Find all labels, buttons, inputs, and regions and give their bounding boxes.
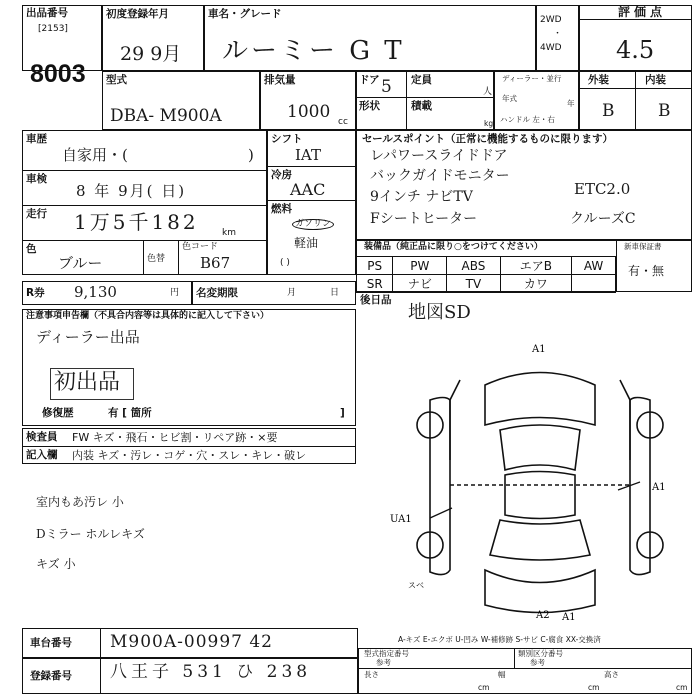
repair-close: ] — [340, 407, 345, 419]
right-side-profile — [630, 398, 650, 575]
width-unit: cm — [588, 683, 600, 692]
rent-month: 月 — [287, 288, 297, 298]
height-label: 高さ — [604, 670, 619, 679]
int-value: B — [658, 101, 671, 121]
rt1-sub: 参考 — [376, 658, 391, 667]
lot-label: 出品番号 — [26, 7, 68, 19]
recycle-unit: 円 — [170, 288, 180, 298]
stamp-text: 初出品 — [54, 370, 121, 395]
ext-value: B — [602, 101, 615, 121]
door-value: 5 — [381, 77, 392, 97]
aftermarket-value: 地図SD — [408, 302, 471, 323]
ext-label: 外装 — [588, 74, 609, 86]
sales-point-1: レパワースライドドア — [370, 148, 508, 164]
rear-window — [490, 520, 590, 560]
door-label: ドア — [359, 74, 380, 86]
mark-right: A1 — [652, 482, 666, 493]
mark-front: A1 — [532, 344, 546, 355]
roof — [505, 472, 575, 519]
record-row: 内装 キズ・汚レ・コゲ・穴・スレ・キレ・破レ — [72, 449, 307, 462]
sales-point-2: バックガイドモニター — [370, 168, 510, 184]
record-label: 記入欄 — [26, 449, 58, 461]
mark-left: UA1 — [390, 514, 412, 525]
equip-leather: カワ — [500, 275, 571, 293]
repair-value: 有 [ 箇所 — [108, 407, 152, 419]
sales-title: セールスポイント（正常に機能するものに限ります） — [362, 133, 614, 145]
equip-blank — [572, 275, 616, 293]
equip-pw: PW — [393, 257, 447, 275]
rent-day: 日 — [330, 288, 340, 298]
disp-unit: cc — [338, 117, 348, 127]
dealer-label: ディーラー・並行 — [502, 74, 562, 83]
fuel-diesel: 軽油 — [294, 236, 319, 250]
color-code-label: 色コード — [182, 242, 219, 252]
disp-value: 1000 — [287, 102, 331, 122]
use-close: ) — [248, 146, 254, 164]
mark-rear-left: スベ — [408, 581, 424, 590]
rt2-label: 類別区分番号 — [518, 649, 563, 658]
color-label: 色 — [26, 243, 37, 255]
chassis-label: 車台番号 — [30, 637, 72, 649]
mark-rear-a1: A1 — [562, 612, 576, 623]
shift-label: シフト — [271, 133, 303, 145]
chassis-value: M900A-00997 42 — [110, 632, 273, 652]
warranty-label: 新車保証書 — [624, 242, 662, 251]
equip-airbag: エアB — [500, 257, 571, 275]
reg-value: 29 9月 — [120, 43, 182, 65]
equip-navi: ナビ — [393, 275, 447, 293]
mark-rear-a2: A2 — [536, 610, 550, 621]
fuel-label: 燃料 — [271, 203, 292, 215]
length-unit: cm — [478, 683, 490, 692]
type-value: DBA- M900A — [110, 106, 222, 126]
model-label: 車名・グレード — [208, 8, 282, 20]
rent-label: 名変期限 — [196, 287, 238, 299]
reg-label: 初度登録年月 — [106, 8, 169, 20]
rear-bumper — [485, 570, 595, 613]
disp-label: 排気量 — [264, 74, 296, 86]
recycle-value: 9,130 — [74, 283, 117, 301]
load-unit: kg — [484, 119, 494, 128]
color-value: ブルー — [58, 254, 103, 272]
shift-value: IAT — [295, 146, 321, 164]
remark-3: キズ 小 — [36, 557, 76, 571]
aftermarket-label: 後日品 — [360, 294, 392, 306]
rt1-label: 型式指定番号 — [364, 649, 409, 658]
car-damage-diagram — [390, 340, 690, 630]
fuel-petrol: ガソリン — [292, 219, 334, 230]
equip-aw: AW — [572, 257, 616, 275]
sales-point-5: Fシートヒーター — [370, 211, 478, 227]
equip-tv: TV — [447, 275, 500, 293]
score-label: 評価点 — [618, 5, 667, 19]
roof-front-panel — [485, 373, 595, 426]
windshield — [500, 425, 580, 470]
width-label: 幅 — [498, 670, 506, 679]
equip-ps: PS — [357, 257, 393, 275]
equip-sr: SR — [357, 275, 393, 293]
equip-abs: ABS — [447, 257, 500, 275]
int-label: 内装 — [645, 74, 666, 86]
sales-point-4: ETC2.0 — [574, 180, 631, 198]
mileage-unit: km — [222, 228, 236, 238]
fuel-paren: ( ) — [280, 258, 290, 268]
lot-sub: [2153] — [38, 24, 68, 34]
inspection-label: 車検 — [26, 173, 47, 185]
inspector-label: 検査員 — [26, 431, 58, 443]
handle-label: ハンドル 左・右 — [500, 115, 555, 124]
load-label: 積載 — [411, 100, 432, 112]
inspector-row: FW キズ・飛石・ヒビ割・リペア跡・×要 — [72, 431, 278, 444]
remark-2: Dミラー ホルレキズ — [36, 527, 145, 541]
score-value: 4.5 — [616, 36, 655, 64]
repair-label: 修復歴 — [42, 407, 74, 419]
plate-value: 八王子 531 ひ 238 — [110, 662, 312, 682]
use-value: 自家用・( — [62, 146, 128, 164]
warranty-value: 有・無 — [628, 264, 665, 278]
model-value: ルーミー G T — [222, 36, 405, 66]
height-unit: cm — [676, 683, 688, 692]
mileage-value: 1万5千182 — [74, 210, 199, 234]
drive-dot: ・ — [553, 29, 563, 39]
left-side-profile — [430, 398, 450, 575]
plate-label: 登録番号 — [30, 670, 72, 682]
type-label: 型式 — [106, 74, 127, 86]
notes-title: 注意事項申告欄（不具合内容等は具体的に記入して下さい） — [26, 311, 270, 321]
color-change-label: 色替 — [147, 254, 166, 264]
sales-point-3: 9インチ ナビTV — [370, 189, 473, 205]
rt2-sub: 参考 — [530, 658, 545, 667]
color-code-value: B67 — [200, 254, 231, 272]
lot-number: 8003 — [30, 60, 86, 88]
use-label: 車歴 — [26, 133, 47, 145]
equipment-title: 装備品（純正品に限り○をつけてください） — [364, 242, 543, 252]
cap-label: 定員 — [411, 74, 432, 86]
recycle-label: R券 — [26, 287, 45, 299]
drive-2wd: 2WD — [540, 15, 562, 25]
mileage-label: 走行 — [26, 208, 47, 220]
model-year-unit: 年 — [567, 99, 575, 108]
sales-point-6: クルーズC — [570, 211, 636, 227]
model-year-label: 年式 — [502, 94, 517, 103]
length-label: 長さ — [364, 670, 379, 679]
ac-value: AAC — [290, 180, 326, 199]
cap-unit: 人 — [483, 87, 493, 97]
shape-label: 形状 — [359, 100, 380, 112]
drive-4wd: 4WD — [540, 43, 562, 53]
damage-legend: A-キズ E-エクボ U-凹み W-補修跡 S-サビ C-腐食 XX-交換済 — [398, 635, 601, 644]
notes-line1: ディーラー出品 — [36, 328, 140, 346]
ac-label: 冷房 — [271, 169, 292, 181]
equipment-table — [356, 256, 616, 293]
inspection-value: 8 年 9月( 日) — [76, 182, 187, 200]
remark-1: 室内もあ汚レ 小 — [36, 495, 124, 509]
